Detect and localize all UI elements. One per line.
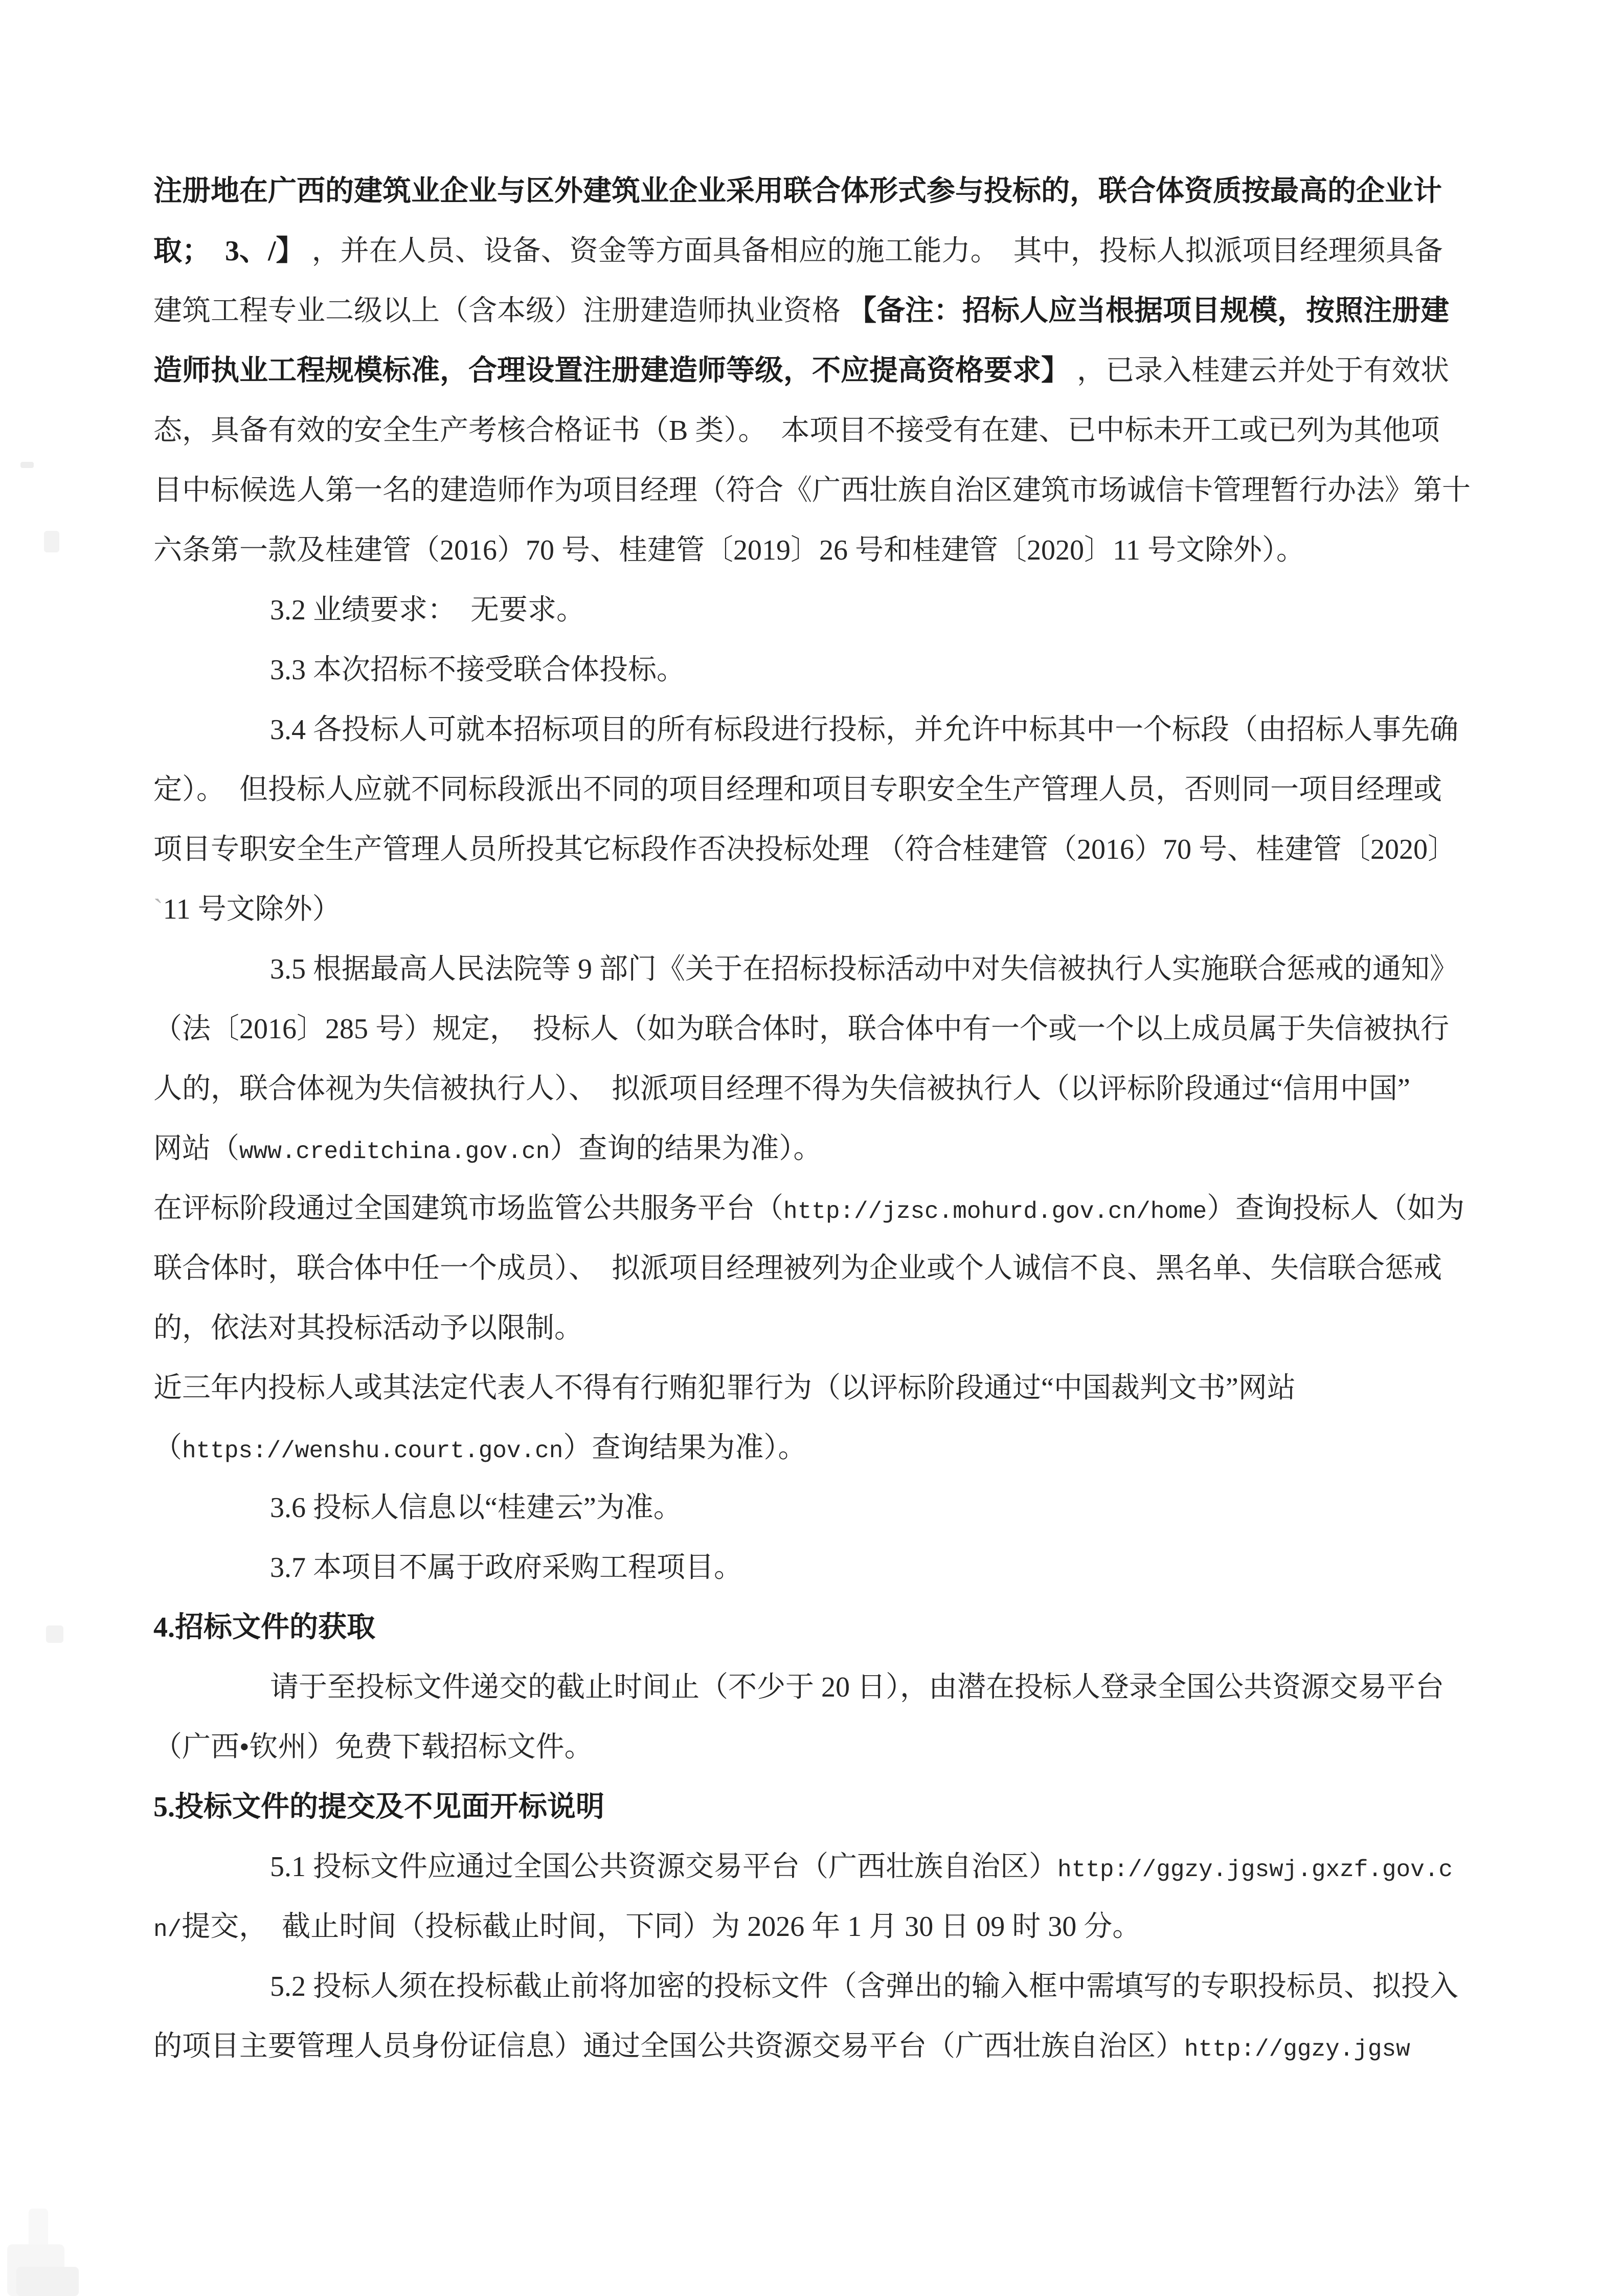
text-line xyxy=(153,521,1488,581)
url-text: www.creditchina.gov.cn xyxy=(239,1139,550,1165)
text-segment: 注册地在广西的建筑业企业与区外建筑业企业采用联合体形式参与投标的，联合体资质按最高的企业计 xyxy=(153,175,1442,207)
text-segment: 提交， 截止时间（投标截止时间，下同）为 2026 年 1 月 30 日 09 时 30 分。 xyxy=(182,1911,1141,1943)
text-segment: 11 号文除外） xyxy=(163,894,341,925)
text-segment: 造师执业工程规模标准，合理设置注册建造师等级，不应提高资格要求】 xyxy=(153,355,1070,387)
url-text: n/ xyxy=(153,1916,182,1943)
text-line xyxy=(153,1119,1488,1179)
text-line xyxy=(153,820,1488,880)
text-segment: 的项目主要管理人员身份证信息）通过全国公共资源交易平台（广西壮族自治区） xyxy=(153,2031,1184,2062)
text-segment: ）查询的结果为准）。 xyxy=(550,1133,822,1165)
text-segment: 近三年内投标人或其法定代表人不得有行贿犯罪行为（以评标阶段通过“中国裁判文书”网站 xyxy=(153,1372,1296,1404)
text-line xyxy=(153,341,1488,401)
text-line xyxy=(153,581,1488,640)
text-segment: 3.6 投标人信息以“桂建云”为准。 xyxy=(270,1492,682,1524)
text-line xyxy=(153,2017,1488,2077)
text-line xyxy=(153,1418,1488,1478)
text-line xyxy=(153,1478,1488,1538)
text-line xyxy=(153,1059,1488,1119)
text-segment: 5.2 投标人须在投标截止前将加密的投标文件（含弹出的输入框中需填写的专职投标员、拟投入 xyxy=(270,1971,1458,2002)
text-segment: ，并在人员、设备、资金等方面具备相应的施工能力。 其中，投标人拟派项目经理须具备 xyxy=(304,235,1443,267)
text-segment: 3.3 本次招标不接受联合体投标。 xyxy=(270,654,685,686)
text-segment: ˋ xyxy=(153,894,163,925)
text-line xyxy=(153,760,1488,820)
text-line xyxy=(153,880,1488,940)
scan-artifact xyxy=(20,462,34,468)
text-segment: 3.7 本项目不属于政府采购工程项目。 xyxy=(270,1552,742,1584)
text-segment: 5.投标文件的提交及不见面开标说明 xyxy=(153,1791,604,1823)
text-segment: 网站（ xyxy=(153,1133,239,1165)
scan-artifact xyxy=(16,2267,79,2296)
text-segment: （广西•钦州）免费下载招标文件。 xyxy=(153,1731,593,1763)
text-segment: 项目专职安全生产管理人员所投其它标段作否决投标处理 （符合桂建管（2016）70 号、桂建管〔2020〕 xyxy=(153,834,1456,865)
scan-artifact xyxy=(46,1625,63,1643)
text-segment: 3.5 根据最高人民法院等 9 部门《关于在招标投标活动中对失信被执行人实施联合惩戒的通知》 xyxy=(270,953,1458,985)
text-segment: 【备注：招标人应当根据项目规模，按照注册建 xyxy=(848,295,1449,327)
text-segment: 5.1 投标文件应通过全国公共资源交易平台（广西壮族自治区） xyxy=(270,1851,1057,1883)
text-line xyxy=(153,640,1488,700)
text-line xyxy=(153,162,1488,221)
text-segment: 3.2 业绩要求： 无要求。 xyxy=(270,594,585,626)
text-line xyxy=(153,1179,1488,1239)
text-segment: ）查询结果为准）。 xyxy=(563,1432,807,1464)
text-segment: 态，具备有效的安全生产考核合格证书（B 类）。 本项目不接受有在建、已中标未开工或已列为其他项 xyxy=(153,415,1440,447)
text-segment: （ xyxy=(153,1432,182,1464)
url-text: https://wenshu.court.gov.cn xyxy=(182,1438,563,1464)
text-line xyxy=(153,1718,1488,1777)
text-segment xyxy=(196,235,225,267)
text-line xyxy=(153,1239,1488,1299)
url-text: http://jzsc.mohurd.gov.cn/home xyxy=(783,1198,1207,1225)
text-line xyxy=(153,281,1488,341)
section-heading xyxy=(153,1598,1488,1658)
section-heading xyxy=(153,1777,1488,1837)
text-segment: 4.招标文件的获取 xyxy=(153,1612,375,1643)
text-segment: 取； xyxy=(153,235,196,267)
scan-artifact xyxy=(44,531,59,552)
text-line xyxy=(153,1897,1488,1957)
url-text: http://ggzy.jgsw xyxy=(1184,2036,1410,2063)
text-line xyxy=(153,700,1488,760)
text-segment: 定）。 但投标人应就不同标段派出不同的项目经理和项目专职安全生产管理人员，否则同一项目经理或 xyxy=(153,774,1442,806)
text-line xyxy=(153,1837,1488,1897)
text-segment: 的，依法对其投标活动予以限制。 xyxy=(153,1312,583,1344)
scan-artifact xyxy=(7,2244,64,2296)
text-line xyxy=(153,1658,1488,1718)
text-line xyxy=(153,1538,1488,1598)
text-line xyxy=(153,1358,1488,1418)
url-text: http://ggzy.jgswj.gxzf.gov.c xyxy=(1057,1857,1453,1883)
document-body xyxy=(153,162,1488,2077)
text-segment: ，已录入桂建云并处于有效状 xyxy=(1070,355,1449,387)
text-segment: 目中标候选人第一名的建造师作为项目经理（符合《广西壮族自治区建筑市场诚信卡管理暂行办法》第十 xyxy=(153,475,1471,506)
text-line xyxy=(153,999,1488,1059)
text-line xyxy=(153,401,1488,461)
text-segment: 3、/】 xyxy=(225,235,305,267)
text-segment: 3.4 各投标人可就本招标项目的所有标段进行投标，并允许中标其中一个标段（由招标人事先确 xyxy=(270,714,1458,746)
text-segment: 在评标阶段通过全国建筑市场监管公共服务平台（ xyxy=(153,1193,783,1224)
text-segment: ）查询投标人（如为 xyxy=(1207,1193,1465,1224)
text-segment: （法〔2016〕285 号）规定， 投标人（如为联合体时，联合体中有一个或一个以上成员属于失信被执行 xyxy=(153,1013,1449,1045)
text-line xyxy=(153,940,1488,999)
text-line xyxy=(153,1299,1488,1358)
text-segment: 建筑工程专业二级以上（含本级）注册建造师执业资格 xyxy=(153,295,848,327)
text-segment: 联合体时，联合体中任一个成员）、 拟派项目经理被列为企业或个人诚信不良、黑名单、失信联合惩戒 xyxy=(153,1253,1442,1284)
text-line xyxy=(153,1957,1488,2017)
text-line xyxy=(153,221,1488,281)
text-segment: 六条第一款及桂建管（2016）70 号、桂建管〔2019〕26 号和桂建管〔2020〕11 号文除外）。 xyxy=(153,534,1305,566)
text-segment: 人的，联合体视为失信被执行人）、 拟派项目经理不得为失信被执行人（以评标阶段通过“信用中国” xyxy=(153,1073,1410,1105)
text-line xyxy=(153,461,1488,521)
text-segment: 请于至投标文件递交的截止时间止（不少于 20 日），由潜在投标人登录全国公共资源交易平台 xyxy=(270,1671,1444,1703)
scan-artifact xyxy=(29,2209,48,2275)
